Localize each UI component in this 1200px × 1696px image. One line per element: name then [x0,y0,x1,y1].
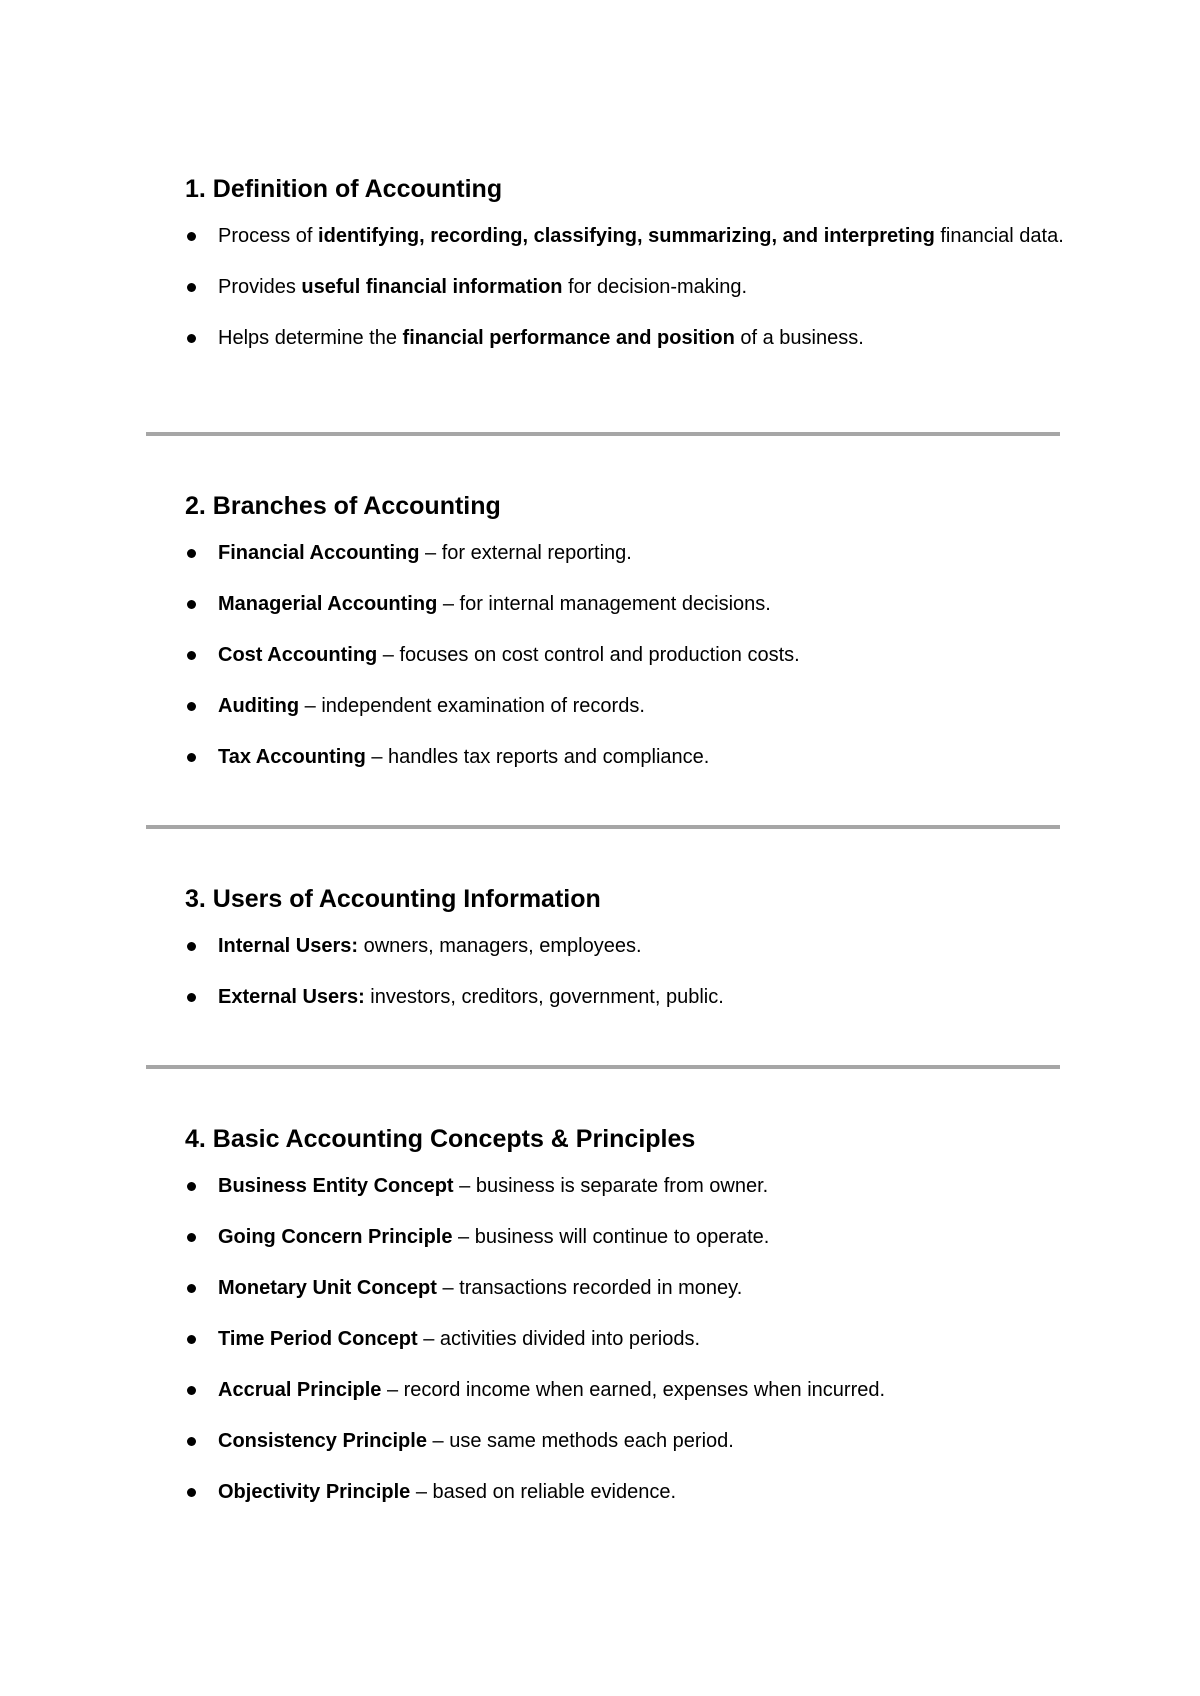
section-heading: 4. Basic Accounting Concepts & Principles [185,1125,696,1153]
list-item [185,933,1065,959]
bullet-dot-icon [187,549,196,558]
item-term: Auditing [218,695,300,717]
item-term: Monetary Unit Concept [218,1277,437,1299]
item-text: – for internal management decisions. [437,593,771,615]
item-text: – focuses on cost control and production costs. [377,644,800,666]
list-item [185,744,1065,770]
bullet-dot-icon [187,651,196,660]
section-heading: 2. Branches of Accounting [185,492,501,520]
bullet-dot-icon [187,753,196,762]
item-text: – business is separate from owner. [453,1175,769,1197]
bullet-dot-icon [187,993,196,1002]
bullet-list [185,1173,1065,1505]
list-item [185,984,1065,1010]
bullet-list [185,933,1065,1010]
item-text: – business will continue to operate. [452,1226,770,1248]
item-text: for decision-making. [562,276,748,298]
item-term: Internal Users: [218,935,359,957]
bullet-dot-icon [187,1233,196,1242]
section-users [185,883,1065,1010]
item-term: Accrual Principle [218,1379,382,1401]
list-item [185,693,1065,719]
list-item [185,642,1065,668]
bullet-dot-icon [187,702,196,711]
item-text: – based on reliable evidence. [410,1481,677,1503]
list-item [185,1479,1065,1505]
section-heading: 3. Users of Accounting Information [185,885,601,913]
item-term: Financial Accounting [218,542,420,564]
item-term: Cost Accounting [218,644,378,666]
item-text: – for external reporting. [419,542,632,564]
section-divider [146,1065,1060,1069]
bullet-dot-icon [187,232,196,241]
list-item [185,1275,1065,1301]
list-item [185,540,1065,566]
list-item [185,274,1065,300]
bullet-dot-icon [187,1488,196,1497]
item-term: Managerial Accounting [218,593,438,615]
item-term: Time Period Concept [218,1328,418,1350]
item-text: Helps determine the [218,327,403,349]
bullet-dot-icon [187,334,196,343]
section-divider [146,825,1060,829]
item-text: – activities divided into periods. [417,1328,701,1350]
item-text: investors, creditors, government, public. [364,986,724,1008]
item-text: – record income when earned, expenses when incurred. [381,1379,886,1401]
item-text: – use same methods each period. [426,1430,734,1452]
item-term: identifying, recording, classifying, summarizing, and interpreting [318,225,935,247]
item-text: Process of [218,225,319,247]
bullet-list [185,540,1065,770]
bullet-dot-icon [187,1386,196,1395]
section-concepts [185,1123,1065,1505]
list-item [185,1428,1065,1454]
bullet-dot-icon [187,942,196,951]
bullet-dot-icon [187,1182,196,1191]
item-term: Business Entity Concept [218,1175,454,1197]
list-item [185,1377,1065,1403]
section-branches [185,490,1065,770]
item-term: External Users: [218,986,365,1008]
bullet-list [185,223,1065,351]
list-item [185,1224,1065,1250]
bullet-dot-icon [187,1437,196,1446]
bullet-dot-icon [187,600,196,609]
item-text: of a business. [734,327,864,349]
bullet-dot-icon [187,1284,196,1293]
item-text: financial data. [934,225,1064,247]
item-term: useful financial information [301,276,563,298]
item-text: – handles tax reports and compliance. [365,746,710,768]
item-term: Objectivity Principle [218,1481,411,1503]
item-term: financial performance and position [402,327,735,349]
item-text: owners, managers, employees. [358,935,642,957]
list-item [185,1326,1065,1352]
bullet-dot-icon [187,1335,196,1344]
item-term: Tax Accounting [218,746,366,768]
list-item [185,223,1065,249]
list-item [185,325,1065,351]
bullet-dot-icon [187,283,196,292]
item-term: Going Concern Principle [218,1226,453,1248]
item-text: – transactions recorded in money. [436,1277,743,1299]
section-heading: 1. Definition of Accounting [185,175,503,203]
list-item [185,591,1065,617]
section-definition [185,173,1065,351]
item-text: Provides [218,276,302,298]
section-divider [146,432,1060,436]
item-term: Consistency Principle [218,1430,427,1452]
list-item [185,1173,1065,1199]
item-text: – independent examination of records. [299,695,645,717]
